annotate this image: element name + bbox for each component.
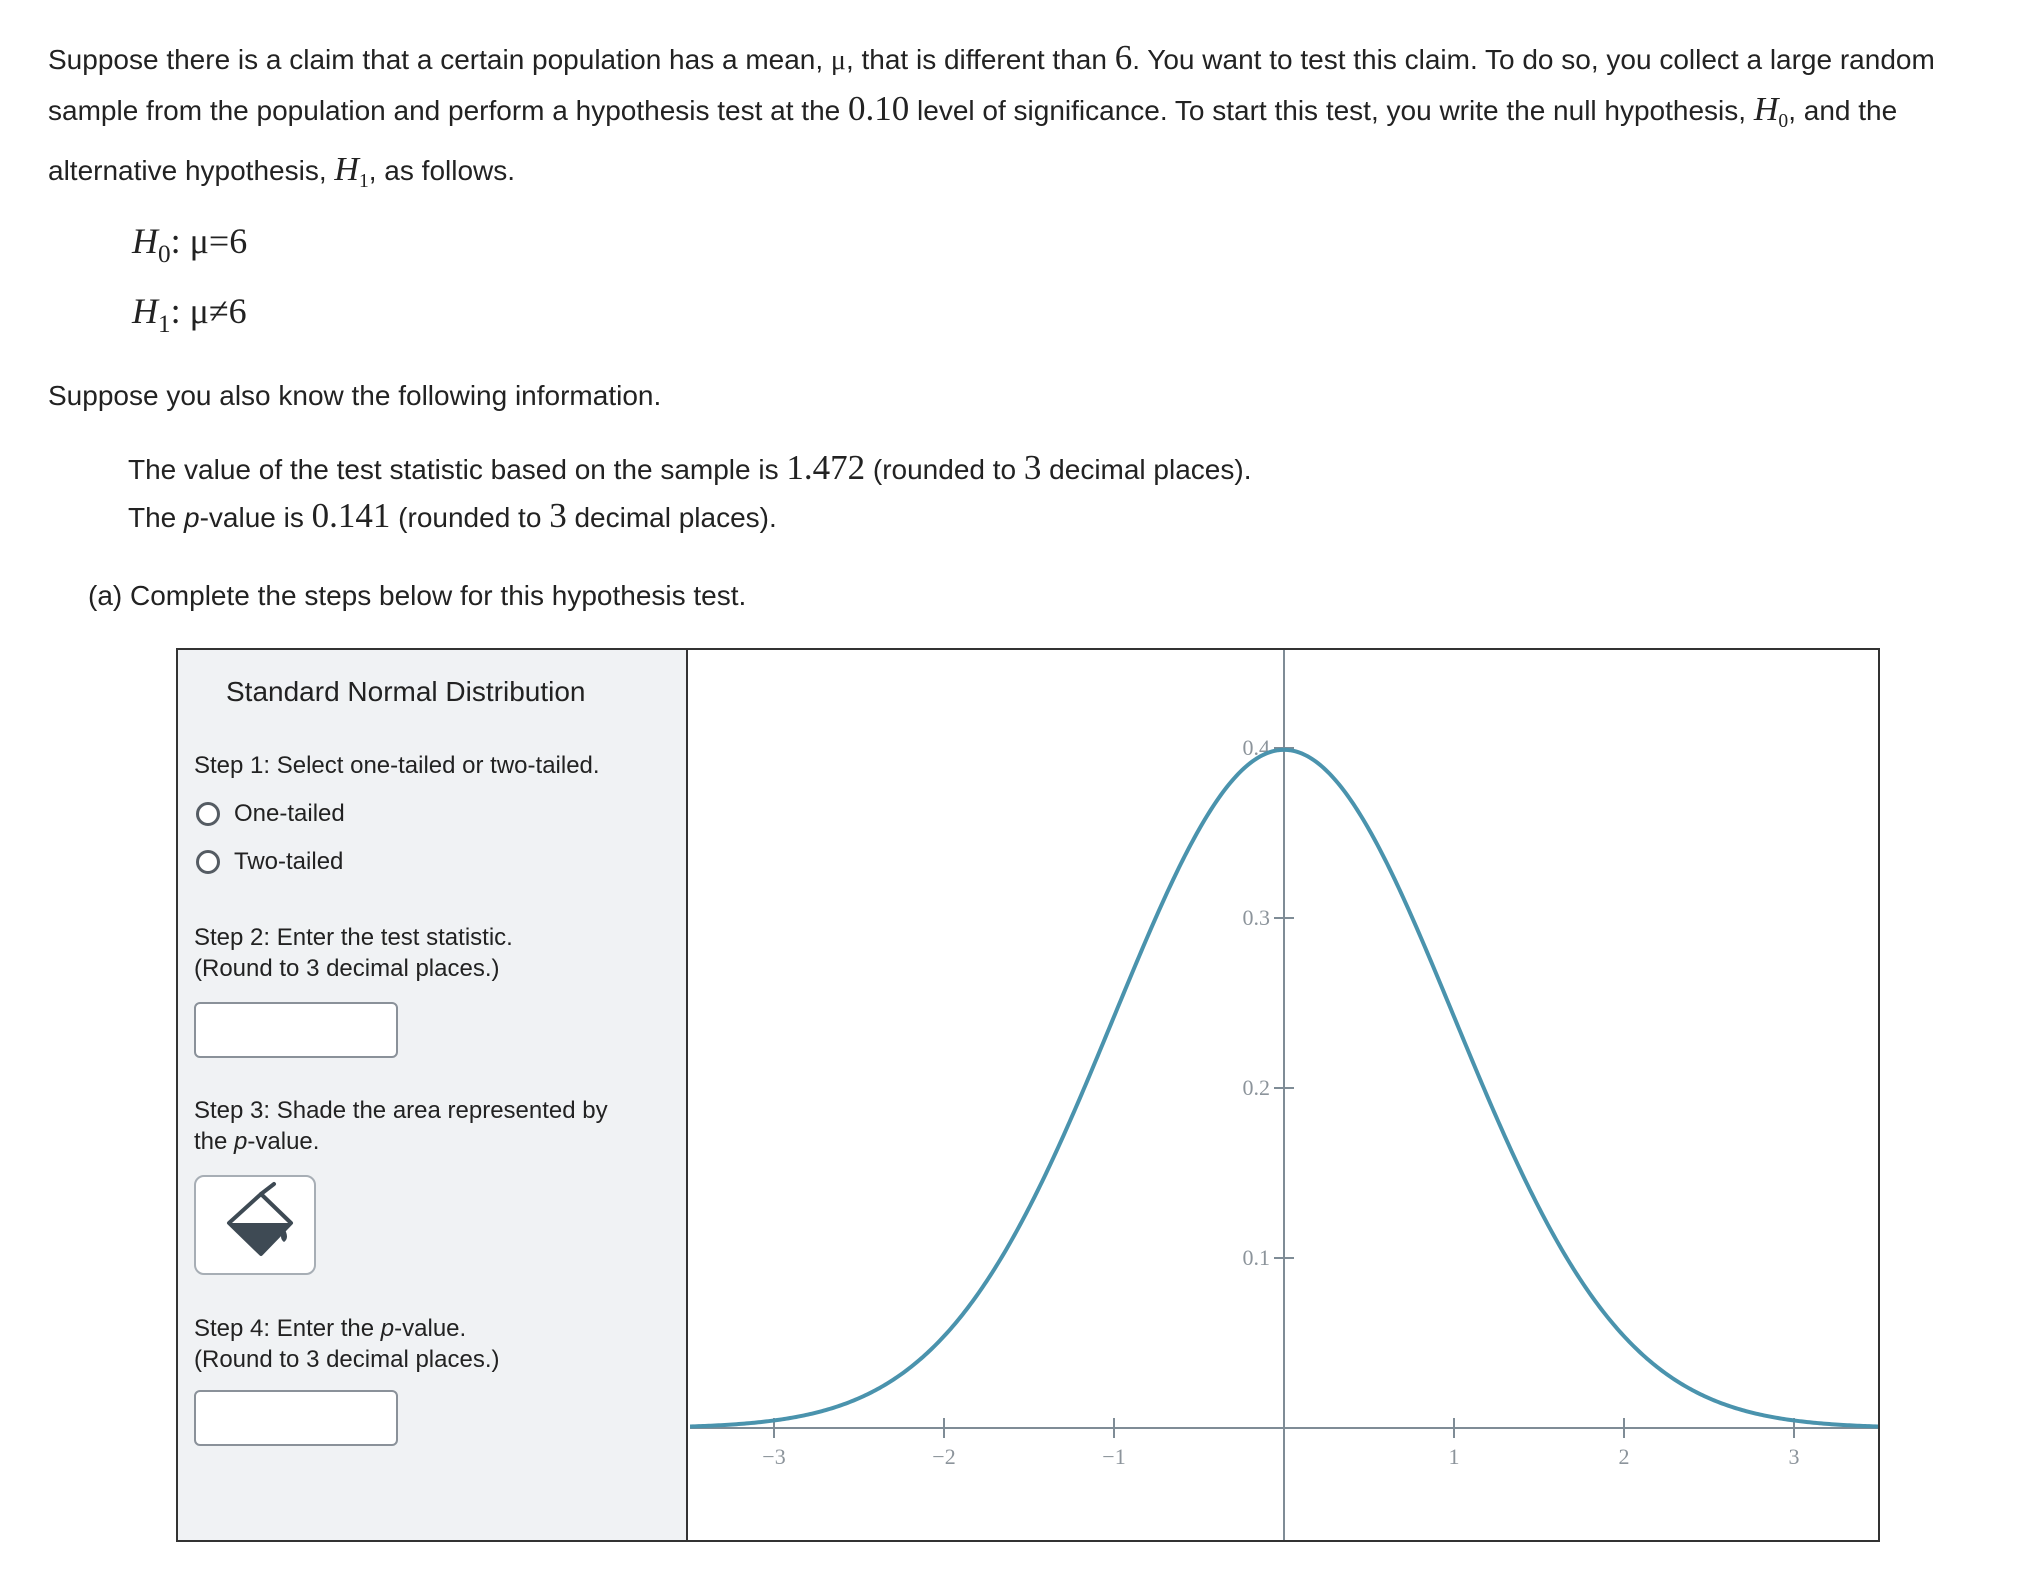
one-tailed-option[interactable] — [196, 800, 345, 828]
step3-text: -value. — [247, 1128, 320, 1155]
step4-label — [194, 1313, 674, 1375]
h-letter: H — [132, 221, 158, 261]
test-statistic-input[interactable] — [194, 1002, 398, 1058]
paint-bucket-icon — [202, 1178, 320, 1274]
info-text: decimal places). — [566, 502, 777, 533]
x-tick-label: 2 — [1618, 1444, 1630, 1469]
normal-distribution-plot[interactable] — [690, 650, 1878, 1540]
steps-panel — [178, 650, 688, 1540]
step4-line2: (Round to 3 decimal places.) — [194, 1346, 500, 1373]
part-a-heading: (a) Complete the steps below for this hypothesis test. — [88, 580, 747, 611]
h1-subscript: 1 — [358, 170, 369, 192]
x-tick-label: 1 — [1448, 1444, 1460, 1469]
step3-line1: Step 3: Shade the area represented by — [194, 1097, 608, 1124]
info-text: The — [128, 502, 185, 533]
x-tick-label: −3 — [762, 1444, 786, 1469]
one-tailed-radio[interactable] — [196, 802, 220, 826]
step2-line2: (Round to 3 decimal places.) — [194, 955, 500, 982]
alt-statement: : μ≠6 — [170, 291, 247, 331]
intro-text: , that is different than — [845, 44, 1115, 75]
p-value-info — [128, 496, 777, 536]
y-tick-label: 0.1 — [1242, 1245, 1270, 1270]
intro-text: Suppose there is a claim that a certain population has a mean, — [48, 44, 831, 75]
h0-symbol: H — [1753, 91, 1779, 128]
info-text: decimal places). — [1041, 454, 1252, 485]
also-know-text: Suppose you also know the following information. — [48, 380, 662, 411]
step2-label — [194, 922, 674, 984]
h0-subscript: 0 — [1778, 110, 1789, 132]
x-tick-label: −2 — [932, 1444, 956, 1469]
panel-title: Standard Normal Distribution — [226, 676, 586, 707]
decimal-places: 3 — [1023, 448, 1042, 487]
null-hypothesis — [132, 220, 247, 269]
normal-distribution-tool — [176, 648, 1880, 1542]
y-tick-label: 0.4 — [1242, 735, 1270, 760]
p-letter: p — [380, 1315, 395, 1342]
intro-text: , and the alternative hypothesis, — [48, 95, 1898, 186]
step2-line1: Step 2: Enter the test statistic. — [194, 924, 513, 951]
info-text: (rounded to — [865, 454, 1024, 485]
info-text: -value is — [199, 502, 312, 533]
one-tailed-label: One-tailed — [234, 800, 345, 827]
step4-text: Step 4: Enter the — [194, 1315, 381, 1342]
two-tailed-option[interactable] — [196, 848, 343, 876]
y-ticks — [1243, 735, 1295, 1270]
x-tick-label: 3 — [1788, 1444, 1800, 1469]
alternative-hypothesis — [132, 290, 247, 339]
problem-intro — [48, 34, 2018, 206]
intro-text: , as follows. — [368, 154, 516, 186]
intro-text: . You want to test this claim. To do so, you collect a large random sample from the population and perform a hypothesis test at the — [48, 44, 1935, 126]
step3-text: the — [194, 1128, 235, 1155]
two-tailed-radio[interactable] — [196, 850, 220, 874]
y-tick-label: 0.2 — [1242, 1075, 1270, 1100]
test-statistic-info — [128, 448, 1251, 488]
decimal-places: 3 — [549, 496, 567, 535]
y-tick-label: 0.3 — [1242, 905, 1270, 930]
claim-value: 6 — [1114, 38, 1133, 77]
test-statistic-value: 1.472 — [786, 448, 866, 487]
p-letter: p — [184, 502, 200, 533]
intro-text: level of significance. To start this test, you write the null hypothesis, — [909, 95, 1754, 126]
x-ticks — [762, 1418, 1799, 1469]
shade-area-button[interactable] — [194, 1175, 316, 1275]
h-letter: H — [132, 291, 158, 331]
h-subscript: 1 — [158, 310, 171, 338]
info-text: (rounded to — [390, 502, 550, 533]
info-text: The value of the test statistic based on the sample is — [128, 454, 787, 485]
p-value: 0.141 — [311, 496, 391, 535]
mu-symbol: μ — [830, 45, 846, 76]
h1-symbol: H — [334, 150, 359, 188]
two-tailed-label: Two-tailed — [234, 848, 344, 875]
step1-label: Step 1: Select one-tailed or two-tailed. — [194, 752, 600, 779]
null-statement: : μ=6 — [170, 221, 248, 261]
x-tick-label: −1 — [1102, 1444, 1126, 1469]
significance-level: 0.10 — [848, 89, 910, 128]
p-value-input[interactable] — [194, 1390, 398, 1446]
step3-label — [194, 1095, 674, 1157]
h-subscript: 0 — [158, 240, 171, 268]
step4-text: -value. — [394, 1315, 467, 1342]
p-letter: p — [234, 1128, 248, 1155]
